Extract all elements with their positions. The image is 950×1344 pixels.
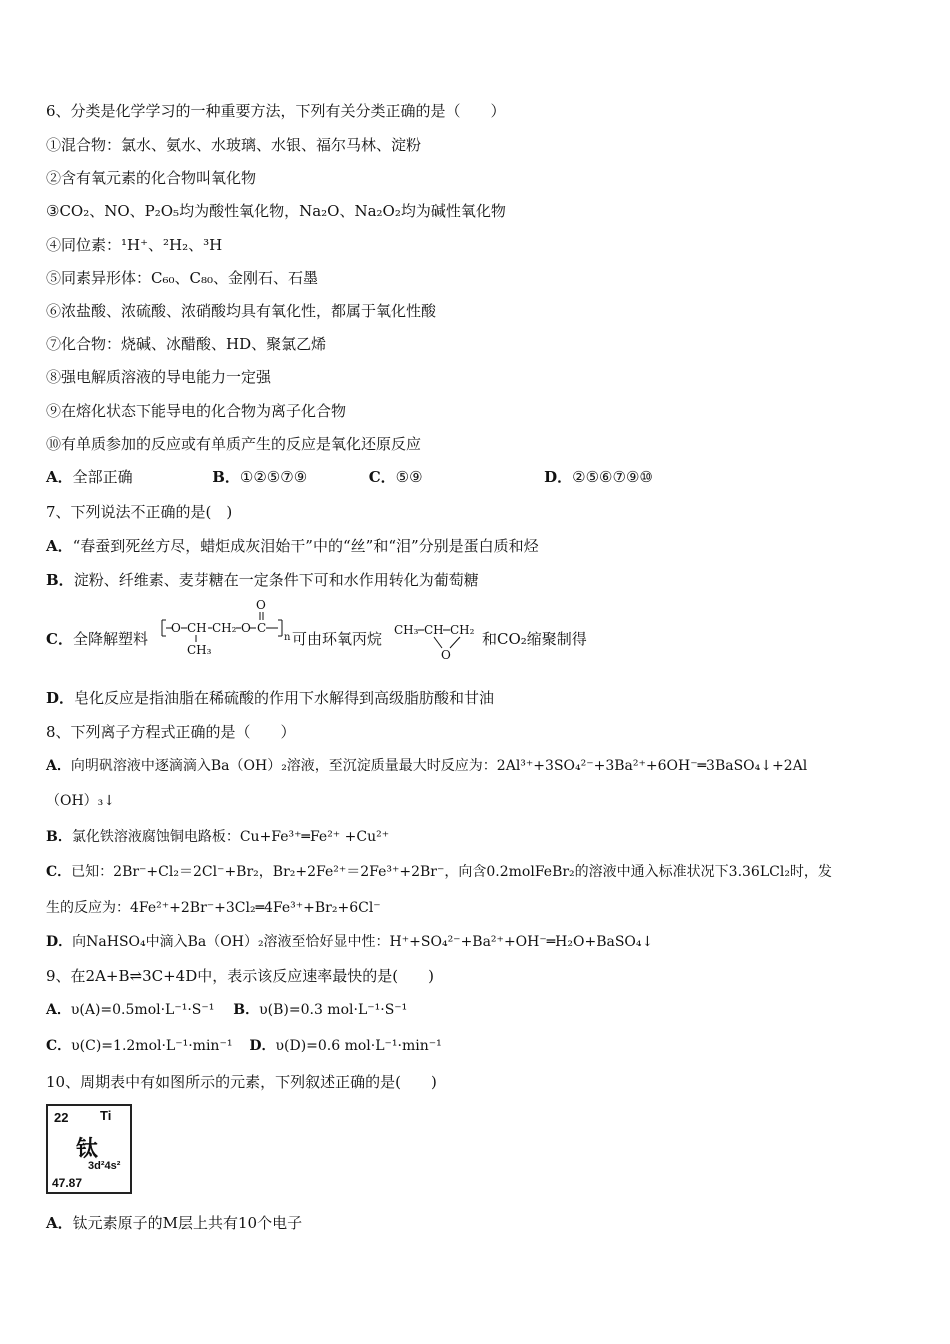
q7-option-a-label: A． [46,537,73,555]
q8-option-b: 氯化铁溶液腐蚀铜电路板：Cu+Fe³⁺═Fe²⁺ +Cu²⁺ [71,829,390,845]
q7-option-a: “春蚕到死丝方尽，蜡炬成灰泪始干”中的“丝”和“泪”分别是蛋白质和烃 [72,537,539,555]
polymer-o1: O [171,621,181,635]
epoxide-ch2: CH₂ [450,623,475,637]
q7-option-a-line [46,536,539,556]
q6-option-d: ②⑤⑥⑦⑨⑩ [572,468,653,486]
q7-option-c-pre: 全降解塑料 [72,630,148,648]
q8-option-c-line [46,862,832,882]
polymer-ch2: CH₂ [212,621,237,635]
element-symbol: Ti [100,1108,112,1123]
q8-option-a-line [46,756,807,776]
epoxide-ch: CH [424,623,444,637]
q8-option-d-line [46,932,653,952]
q6-options [46,467,653,487]
q7-option-b-line [46,570,479,590]
q7-option-c-post: 和CO₂缩聚制得 [482,630,587,648]
q6-option-b-label: B． [212,468,240,486]
q6-item-6: ⑥浓盐酸、浓硫酸、浓硝酸均具有氧化性，都属于氧化性酸 [46,302,437,320]
q8-option-a-cont: （OH）₃↓ [46,793,116,809]
q7-option-d: 皂化反应是指油脂在稀硫酸的作用下水解得到高级脂肪酸和甘油 [74,689,495,707]
polymer-c: C [257,621,267,635]
q7-option-b-label: B． [46,571,74,589]
q7-option-c-label: C． [46,630,73,648]
q7-option-d-label: D． [46,689,75,707]
q7-stem: 7、下列说法不正确的是( ) [46,503,233,521]
q8-option-c-label: C． [46,864,72,880]
q8-stem: 8、下列离子方程式正确的是（ ） [46,723,296,741]
q10-option-a-line [46,1213,302,1233]
q9-option-c-label: C． [46,1038,72,1054]
q9-option-a: υ(A)=0.5mol·L⁻¹·S⁻¹ [70,1002,215,1018]
epoxide-o: O [441,648,451,661]
q9-options-row1 [46,1000,407,1020]
epoxide-ch3: CH₃ [394,623,419,637]
q9-option-a-label: A． [46,1002,71,1018]
q10-stem: 10、周期表中有如图所示的元素，下列叙述正确的是( ) [46,1073,437,1091]
q8-option-a-label: A． [46,758,71,774]
q9-options-row2 [46,1036,442,1056]
q8-option-b-label: B． [46,829,72,845]
q8-option-c: 已知：2Br⁻+Cl₂＝2Cl⁻+Br₂，Br₂+2Fe²⁺＝2Fe³⁺+2Br⁻，向含0.2molFeBr₂的溶液中通入标准状况下3.36LCl₂时，发 [71,864,832,880]
q10-option-a-label: A． [46,1214,73,1232]
q6-item-5: ⑤同素异形体：C₆₀、C₈₀、金刚石、石墨 [46,269,319,287]
polymer-ch3: CH₃ [187,643,212,657]
q9-stem: 9、在2A+B⇌3C+4D中，表示该反应速率最快的是( ) [46,967,434,985]
q9-option-d: υ(D)=0.6 mol·L⁻¹·min⁻¹ [275,1038,442,1054]
q6-option-c: ⑤⑨ [395,468,423,486]
element-atomic-mass: 47.87 [52,1176,83,1190]
q6-option-d-label: D． [544,468,573,486]
q6-item-9: ⑨在熔化状态下能导电的化合物为离子化合物 [46,402,347,420]
q9-option-b-label: B． [233,1002,260,1018]
polymer-n: n [284,632,291,643]
q6-option-b: ①②⑤⑦⑨ [239,468,308,486]
q10-option-a: 钛元素原子的M层上共有10个电子 [72,1214,303,1232]
element-name: 钛 [76,1136,99,1162]
q8-option-c-cont: 生的反应为：4Fe²⁺+2Br⁻+3Cl₂═4Fe³⁺+Br₂+6Cl⁻ [46,900,381,916]
q9-option-b: υ(B)=0.3 mol·L⁻¹·S⁻¹ [259,1002,408,1018]
q8-option-a: 向明矾溶液中逐滴滴入Ba（OH）₂溶液，至沉淀质量最大时反应为：2Al³⁺+3SO₄²⁻+3Ba²⁺+6OH⁻═3BaSO₄↓+2Al [70,758,808,774]
element-atomic-number: 22 [54,1110,69,1125]
polymer-o2: O [241,621,251,635]
element-electron-config: 3d²4s² [88,1160,121,1172]
polymer-structure [156,598,291,660]
q6-item-10: ⑩有单质参加的反应或有单质产生的反应是氧化还原反应 [46,435,422,453]
polymer-ch: CH [187,621,207,635]
q7-option-b: 淀粉、纤维素、麦芽糖在一定条件下可和水作用转化为葡萄糖 [73,571,479,589]
q7-option-d-line [46,688,494,708]
q6-item-4: ④同位素：¹H⁺、²H₂、³H [46,236,223,254]
q8-option-b-line [46,827,389,847]
q6-item-8: ⑧强电解质溶液的导电能力一定强 [46,368,272,386]
q8-option-d: 向NaHSO₄中滴入Ba（OH）₂溶液至恰好显中性：H⁺+SO₄²⁻+Ba²⁺+OH⁻═H₂O+BaSO₄↓ [72,934,654,950]
polymer-o3: O [256,598,266,612]
q8-option-d-label: D． [46,934,73,950]
q7-option-c-mid: 可由环氧丙烷 [292,630,383,648]
q6-item-2: ②含有氧元素的化合物叫氧化物 [46,169,257,187]
element-card-titanium [46,1104,132,1194]
q7-option-c-line [46,629,148,649]
q9-option-d-label: D． [249,1038,276,1054]
q6-item-7: ⑦化合物：烧碱、冰醋酸、HD、聚氯乙烯 [46,335,327,353]
epoxide-structure [392,617,484,661]
q6-item-3: ③CO₂、NO、P₂O₅均为酸性氧化物，Na₂O、Na₂O₂均为碱性氧化物 [46,202,506,220]
q6-stem: 6、分类是化学学习的一种重要方法，下列有关分类正确的是（ ） [46,102,506,120]
q9-option-c: υ(C)=1.2mol·L⁻¹·min⁻¹ [71,1038,233,1054]
q6-option-a: 全部正确 [72,468,133,486]
q6-option-a-label: A． [46,468,73,486]
q6-option-c-label: C． [368,468,396,486]
q6-item-1: ①混合物：氯水、氨水、水玻璃、水银、福尔马林、淀粉 [46,136,422,154]
